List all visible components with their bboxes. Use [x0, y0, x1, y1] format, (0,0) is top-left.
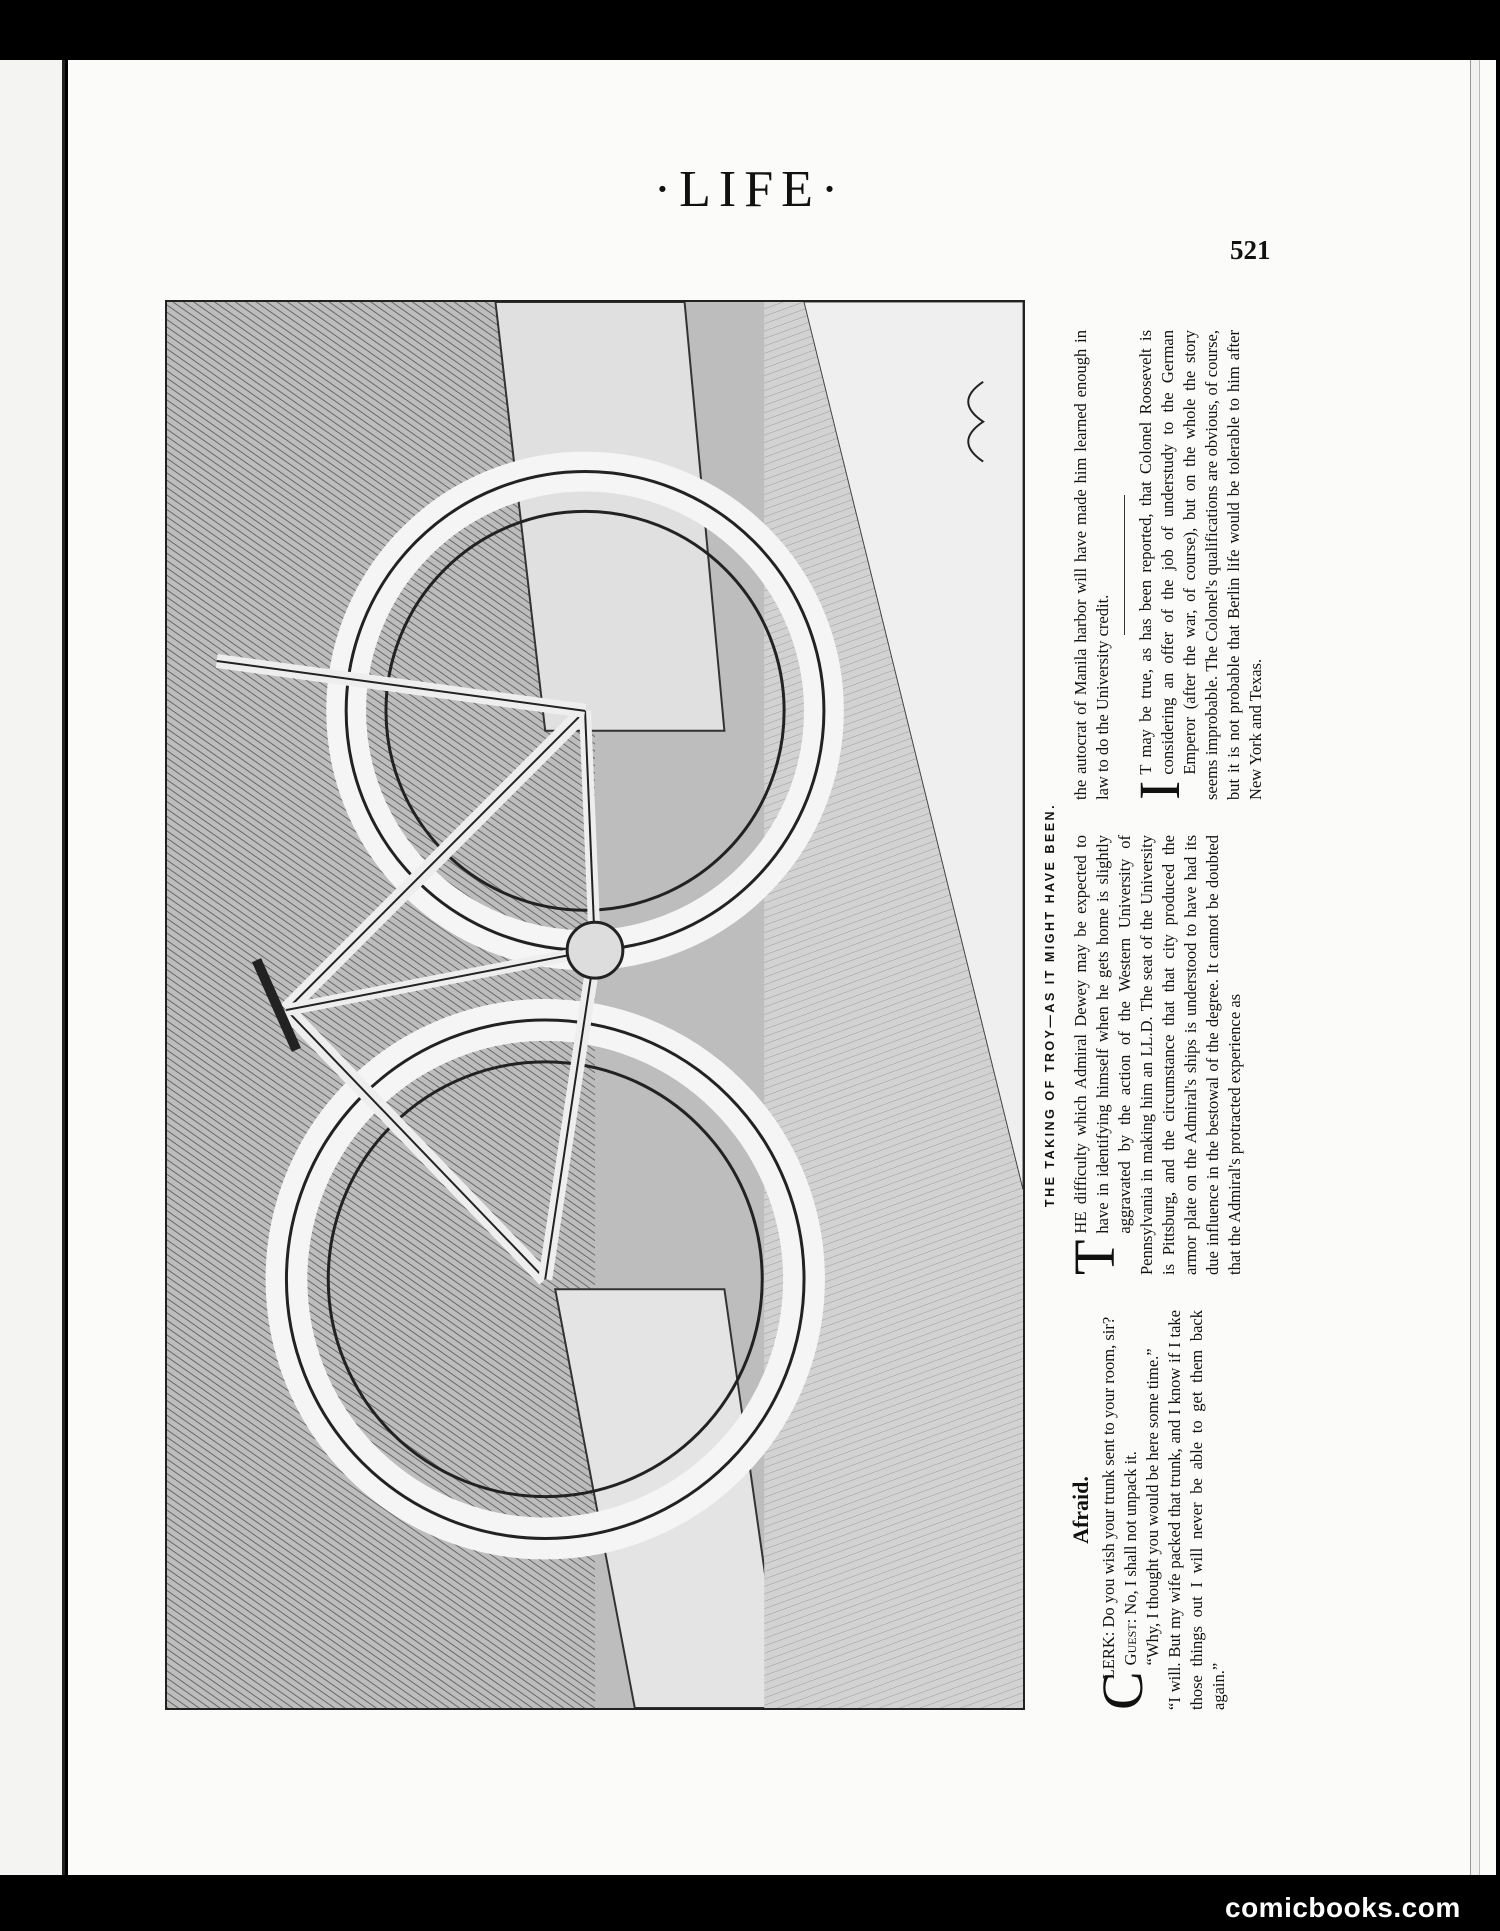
illustration-caption: THE TAKING OF TROY—AS IT MIGHT HAVE BEEN. — [1043, 802, 1057, 1208]
dialogue-line-3: “Why, I thought you would be here some time.” — [1143, 1348, 1162, 1666]
drop-cap: I — [1127, 780, 1192, 800]
article-afraid — [1070, 1310, 1230, 1710]
dewey-text: HE difficulty which Admiral Dewey may be expected to have in identifying himself when he gets home is slightly aggravated by the action of the Western University of Pennsylvania in making him an LL.D. The seat of the University is Pittsburg, and the circumstance that that city produced the armor plate on the Admiral's ships is understood to have had its due influence in the bestowal of the degree. It cannot be doubted that the Admiral's protracted experience as — [1071, 835, 1244, 1275]
facing-page-edge — [0, 60, 65, 1875]
drop-cap: T — [1062, 1239, 1127, 1275]
rotated-content — [165, 300, 1305, 1710]
article-title: Afraid. — [1068, 1476, 1093, 1544]
roosevelt-text: T may be true, as has been reported, that Colonel Roosevelt is considering an offer of the job of understudy to the German Emperor (after the war, of course), but on the whole the story seems improbable. The Colonel's qualifications are obvious, of course, but it is not probable that Berlin life would be tolerable to him after New York and Texas. — [1136, 330, 1265, 800]
dewey-continued: the autocrat of Manila harbor will have made him learned enough in law to do the University credit. — [1071, 330, 1112, 800]
engraving-drawing — [167, 302, 1023, 1708]
page-stack-edge — [1470, 60, 1480, 1875]
page-number: 521 — [1230, 235, 1271, 265]
dialogue-guest — [1120, 1310, 1142, 1710]
dialogue-line-4: “I will. But my wife packed that trunk, and I know if I take those things out I will never be able to get them back again.” — [1165, 1310, 1228, 1710]
drop-cap: C — [1090, 1671, 1155, 1710]
site-watermark: comicbooks.com — [1225, 1892, 1461, 1923]
guest-speaker: Guest — [1121, 1623, 1140, 1666]
clerk-line: LERK: Do you wish your trunk sent to your room, sir? — [1099, 1316, 1118, 1680]
divider-rule — [1124, 495, 1125, 635]
masthead: ·LIFE· — [653, 161, 847, 218]
article-column-3 — [1070, 330, 1267, 800]
bicycle-engraving — [165, 300, 1025, 1710]
guest-line: : No, I shall not unpack it. — [1121, 1451, 1140, 1624]
article-dewey — [1062, 835, 1246, 1275]
